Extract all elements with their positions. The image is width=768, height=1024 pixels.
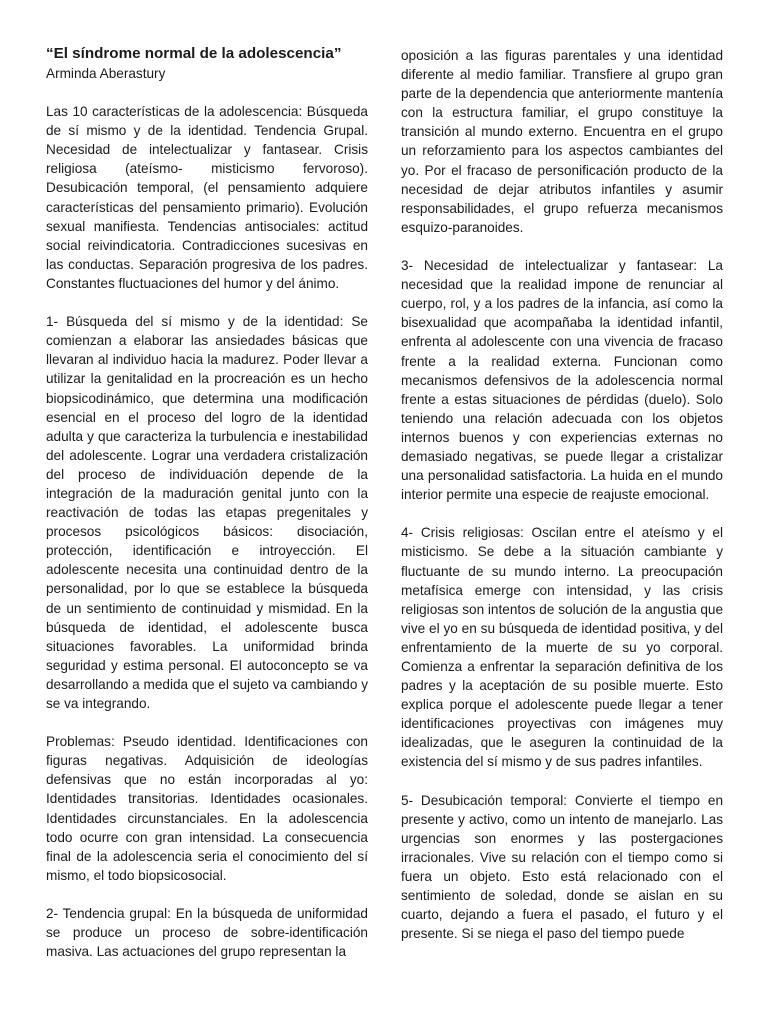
paragraph-religious-crisis: 4- Crisis religiosas: Oscilan entre el ateísmo y el misticismo. Se debe a la situación cambiante y fluctuante de su mundo interno. La preocupación metafísica emerge con intensidad, y las crisis religiosas son intentos de solución de la angustia que vive el yo en su búsqueda de identidad positiva, y del enfrentamiento de la muerte de su yo corporal. Comienza a enfrentar la separación definitiva de los padres y la aceptación de su posible muerte. Esto explica porque el adolescente puede llegar a tener identificaciones proyectivas con imágenes muy idealizadas, que le aseguren la continuidad de la existencia del sí mismo y de sus padres infantiles. [401,525,723,770]
paragraph-problems: Problemas: Pseudo identidad. Identificaciones con figuras negativas. Adquisición de ideologías defensivas que no están incorporadas al yo: Identidades transitorias. Identidades ocasionales. Identidades circunstanciales. En la adolescencia todo ocurre con gran intensidad. La consecuencia final de la adolescencia seria el conocimiento del sí mismo, el todo biopsicosocial. [46,734,368,883]
right-column [401,46,723,943]
paragraph-characteristics: Las 10 características de la adolescencia: Búsqueda de sí mismo y de la identidad. Tendencia Grupal. Necesidad de intelectualizar y fantasear. Crisis religiosa (ateísmo- misticismo fervoroso). Desubicación temporal, (el pensamiento adquiere características del pensamiento primario). Evolución sexual manifiesta. Tendencias antisociales: actitud social reivindicatoria. Contradicciones sucesivas en las conductas. Separación progresiva de los padres. Constantes fluctuaciones del humor y del ánimo. [46,104,368,291]
paragraph-identity: 1- Búsqueda del sí mismo y de la identidad: Se comienzan a elaborar las ansiedades básicas que llevaran al individuo hacia la madurez. Poder llevar a utilizar la genitalidad en la procreación es un hecho biopsicodinámico, que determina una modificación esencial en el proceso del logro de la identidad adulta y que caracteriza la turbulencia e inestabilidad del adolescente. Lograr una verdadera cristalización del proceso de individuación depende de la integración de la maduración genital junto con la reactivación de todas las etapas pregenitales y procesos psicológicos básicos: disociación, protección, identificación e introyección. El adolescente necesita una continuidad dentro de la personalidad, por lo que se establece la búsqueda de un sentimiento de continuidad y mismidad. En la búsqueda de identidad, el adolescente busca situaciones favorables. La uniformidad brinda seguridad y estima personal. El autoconcepto se va desarrollando a medida que el sujeto va cambiando y se va integrando. [46,314,368,711]
paragraph-group-continued: oposición a las figuras parentales y una identidad diferente al medio familiar. Transfiere al grupo gran parte de la dependencia que anteriormente mantenía con la estructura familiar, el grupo constituye la transición al mundo externo. Encuentra en el grupo un reforzamiento para los aspectos cambiantes del yo. Por el fracaso de personificación producto de la necesidad de dejar atributos infantiles y asumir responsabilidades, el grupo refuerza mecanismos esquizo-paranoides. [401,48,723,235]
document-author: Arminda Aberastury [46,66,166,81]
document-title: “El síndrome normal de la adolescencia” [46,45,342,62]
paragraph-group-tendency: 2- Tendencia grupal: En la búsqueda de uniformidad se produce un proceso de sobre-identificación masiva. Las actuaciones del grupo representan la [46,906,368,960]
left-column [46,44,368,961]
paragraph-intellectualize: 3- Necesidad de intelectualizar y fantasear: La necesidad que la realidad impone de renunciar al cuerpo, rol, y a los padres de la infancia, así como la bisexualidad que acompañaba la identidad infantil, enfrenta al adolescente con una vivencia de fracaso frente a la realidad externa. Funcionan como mecanismos defensivos de la adolescencia normal frente a estas situaciones de pérdidas (duelo). Solo teniendo una relación adecuada con los objetos internos buenos y con experiencias externas no demasiado negativas, se puede llegar a cristalizar una personalidad satisfactoria. La huida en el mundo interior permite una especie de reajuste emocional. [401,258,723,503]
paragraph-temporal-dislocation: 5- Desubicación temporal: Convierte el tiempo en presente y activo, como un intento de manejarlo. Las urgencias son enormes y las postergaciones irracionales. Vive su relación con el tiempo como si fuera un objeto. Esto está relacionado con el sentimiento de soledad, donde se aislan en su cuarto, dejando a fuera el pasado, el futuro y el presente. Si se niega el paso del tiempo puede [401,792,723,942]
